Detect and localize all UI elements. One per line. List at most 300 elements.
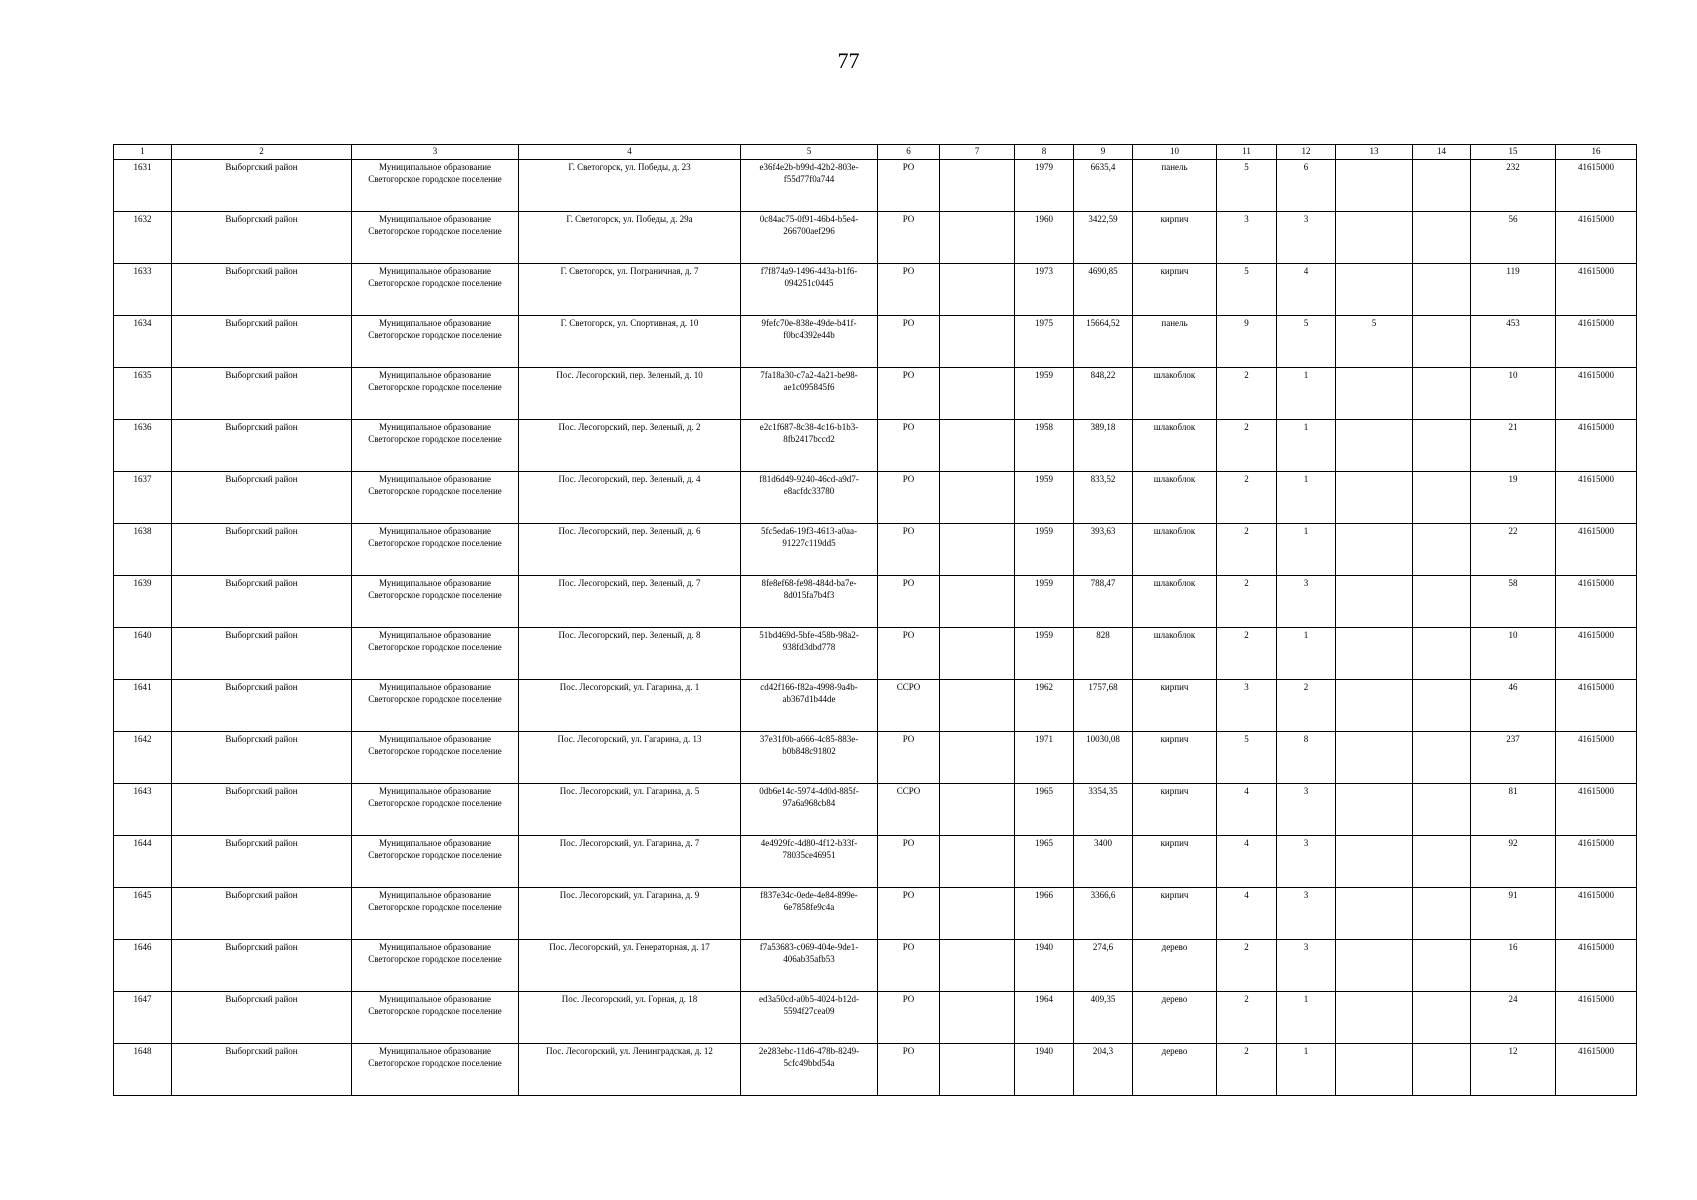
entrances-cell: 1: [1277, 1044, 1336, 1096]
municipality-cell: Муниципальное образование Светогорское городское поселение: [352, 784, 519, 836]
column-13-cell: [1336, 524, 1413, 576]
table-row: [114, 836, 1637, 888]
total-area-cell: 204,3: [1074, 1044, 1133, 1096]
entrances-cell: 3: [1277, 784, 1336, 836]
table-row: [114, 524, 1637, 576]
total-area-cell: 274,6: [1074, 940, 1133, 992]
column-14-cell: [1413, 264, 1471, 316]
house-guid-cell: ed3a50cd-a0b5-4024-b12d-5594f27cea09: [741, 992, 878, 1044]
wall-material-cell: панель: [1133, 160, 1217, 212]
column-14-cell: [1413, 680, 1471, 732]
entrances-cell: 3: [1277, 940, 1336, 992]
entrances-cell: 6: [1277, 160, 1336, 212]
district-cell: Выборгский район: [172, 888, 352, 940]
oktmo-code-cell: 41615000: [1556, 212, 1637, 264]
column-header: 16: [1556, 145, 1637, 160]
municipality-cell: Муниципальное образование Светогорское городское поселение: [352, 992, 519, 1044]
district-cell: Выборгский район: [172, 576, 352, 628]
row-number-cell: 1640: [114, 628, 172, 680]
address-cell: Пос. Лесогорский, ул. Генераторная, д. 17: [519, 940, 741, 992]
row-number-cell: 1644: [114, 836, 172, 888]
house-guid-cell: 2e283ebc-11d6-478b-8249-5cfc49bbd54a: [741, 1044, 878, 1096]
address-cell: Пос. Лесогорский, ул. Гагарина, д. 1: [519, 680, 741, 732]
program-type-cell: ССРО: [878, 784, 940, 836]
column-13-cell: [1336, 212, 1413, 264]
column-header: 12: [1277, 145, 1336, 160]
column-13-cell: 5: [1336, 316, 1413, 368]
house-guid-cell: 5fc5eda6-19f3-4613-a0aa-91227c119dd5: [741, 524, 878, 576]
column-header: 7: [940, 145, 1015, 160]
commissioning-year-cell: 1959: [1015, 472, 1074, 524]
column-14-cell: [1413, 784, 1471, 836]
row-number-cell: 1641: [114, 680, 172, 732]
column-13-cell: [1336, 628, 1413, 680]
residents-cell: 16: [1471, 940, 1556, 992]
floors-cell: 3: [1217, 212, 1277, 264]
column-7-cell: [940, 784, 1015, 836]
total-area-cell: 828: [1074, 628, 1133, 680]
column-13-cell: [1336, 940, 1413, 992]
house-guid-cell: f81d6d49-9240-46cd-a9d7-e8acfdc33780: [741, 472, 878, 524]
column-7-cell: [940, 160, 1015, 212]
house-guid-cell: f837e34c-0ede-4e84-899e-6e7858fe9c4a: [741, 888, 878, 940]
wall-material-cell: дерево: [1133, 992, 1217, 1044]
column-14-cell: [1413, 524, 1471, 576]
column-7-cell: [940, 316, 1015, 368]
program-type-cell: РО: [878, 368, 940, 420]
commissioning-year-cell: 1962: [1015, 680, 1074, 732]
table-row: [114, 472, 1637, 524]
row-number-cell: 1633: [114, 264, 172, 316]
table-row: [114, 992, 1637, 1044]
oktmo-code-cell: 41615000: [1556, 368, 1637, 420]
municipality-cell: Муниципальное образование Светогорское городское поселение: [352, 836, 519, 888]
residents-cell: 58: [1471, 576, 1556, 628]
column-14-cell: [1413, 212, 1471, 264]
district-cell: Выборгский район: [172, 836, 352, 888]
district-cell: Выборгский район: [172, 316, 352, 368]
address-cell: Пос. Лесогорский, ул. Гагарина, д. 13: [519, 732, 741, 784]
column-13-cell: [1336, 732, 1413, 784]
wall-material-cell: панель: [1133, 316, 1217, 368]
oktmo-code-cell: 41615000: [1556, 160, 1637, 212]
wall-material-cell: шлакоблок: [1133, 524, 1217, 576]
oktmo-code-cell: 41615000: [1556, 888, 1637, 940]
commissioning-year-cell: 1973: [1015, 264, 1074, 316]
housing-registry-table: [113, 144, 1637, 1096]
floors-cell: 2: [1217, 524, 1277, 576]
address-cell: Пос. Лесогорский, пер. Зеленый, д. 6: [519, 524, 741, 576]
oktmo-code-cell: 41615000: [1556, 784, 1637, 836]
program-type-cell: РО: [878, 524, 940, 576]
total-area-cell: 6635,4: [1074, 160, 1133, 212]
floors-cell: 4: [1217, 836, 1277, 888]
program-type-cell: РО: [878, 212, 940, 264]
floors-cell: 2: [1217, 992, 1277, 1044]
program-type-cell: РО: [878, 472, 940, 524]
column-header: 9: [1074, 145, 1133, 160]
total-area-cell: 10030,08: [1074, 732, 1133, 784]
address-cell: Пос. Лесогорский, пер. Зеленый, д. 7: [519, 576, 741, 628]
municipality-cell: Муниципальное образование Светогорское городское поселение: [352, 316, 519, 368]
residents-cell: 232: [1471, 160, 1556, 212]
municipality-cell: Муниципальное образование Светогорское городское поселение: [352, 420, 519, 472]
floors-cell: 2: [1217, 628, 1277, 680]
district-cell: Выборгский район: [172, 212, 352, 264]
program-type-cell: ССРО: [878, 680, 940, 732]
total-area-cell: 3366,6: [1074, 888, 1133, 940]
oktmo-code-cell: 41615000: [1556, 472, 1637, 524]
column-13-cell: [1336, 264, 1413, 316]
table-row: [114, 576, 1637, 628]
wall-material-cell: кирпич: [1133, 836, 1217, 888]
residents-cell: 12: [1471, 1044, 1556, 1096]
column-header: 5: [741, 145, 878, 160]
column-header: 15: [1471, 145, 1556, 160]
floors-cell: 2: [1217, 420, 1277, 472]
oktmo-code-cell: 41615000: [1556, 628, 1637, 680]
oktmo-code-cell: 41615000: [1556, 316, 1637, 368]
total-area-cell: 15664,52: [1074, 316, 1133, 368]
column-14-cell: [1413, 316, 1471, 368]
column-14-cell: [1413, 1044, 1471, 1096]
total-area-cell: 788,47: [1074, 576, 1133, 628]
column-header: 14: [1413, 145, 1471, 160]
column-7-cell: [940, 732, 1015, 784]
floors-cell: 5: [1217, 160, 1277, 212]
column-14-cell: [1413, 940, 1471, 992]
column-14-cell: [1413, 576, 1471, 628]
column-7-cell: [940, 680, 1015, 732]
table-row: [114, 1044, 1637, 1096]
total-area-cell: 848,22: [1074, 368, 1133, 420]
address-cell: Г. Светогорск, ул. Победы, д. 23: [519, 160, 741, 212]
oktmo-code-cell: 41615000: [1556, 836, 1637, 888]
address-cell: Пос. Лесогорский, пер. Зеленый, д. 10: [519, 368, 741, 420]
entrances-cell: 1: [1277, 368, 1336, 420]
column-13-cell: [1336, 576, 1413, 628]
commissioning-year-cell: 1971: [1015, 732, 1074, 784]
column-13-cell: [1336, 836, 1413, 888]
district-cell: Выборгский район: [172, 680, 352, 732]
column-7-cell: [940, 628, 1015, 680]
column-14-cell: [1413, 888, 1471, 940]
wall-material-cell: шлакоблок: [1133, 420, 1217, 472]
column-14-cell: [1413, 160, 1471, 212]
program-type-cell: РО: [878, 940, 940, 992]
commissioning-year-cell: 1964: [1015, 992, 1074, 1044]
municipality-cell: Муниципальное образование Светогорское городское поселение: [352, 472, 519, 524]
column-14-cell: [1413, 628, 1471, 680]
residents-cell: 92: [1471, 836, 1556, 888]
address-cell: Пос. Лесогорский, ул. Горная, д. 18: [519, 992, 741, 1044]
oktmo-code-cell: 41615000: [1556, 680, 1637, 732]
municipality-cell: Муниципальное образование Светогорское городское поселение: [352, 888, 519, 940]
table-row: [114, 888, 1637, 940]
column-14-cell: [1413, 836, 1471, 888]
total-area-cell: 3422,59: [1074, 212, 1133, 264]
column-13-cell: [1336, 472, 1413, 524]
residents-cell: 24: [1471, 992, 1556, 1044]
house-guid-cell: f7a53683-c069-404e-9de1-406ab35afb53: [741, 940, 878, 992]
wall-material-cell: кирпич: [1133, 212, 1217, 264]
floors-cell: 2: [1217, 576, 1277, 628]
column-header: 4: [519, 145, 741, 160]
column-7-cell: [940, 524, 1015, 576]
table-body: [114, 160, 1637, 1096]
oktmo-code-cell: 41615000: [1556, 940, 1637, 992]
row-number-cell: 1637: [114, 472, 172, 524]
table-row: [114, 160, 1637, 212]
program-type-cell: РО: [878, 316, 940, 368]
address-cell: Г. Светогорск, ул. Спортивная, д. 10: [519, 316, 741, 368]
house-guid-cell: f7f874a9-1496-443a-b1f6-094251c0445: [741, 264, 878, 316]
oktmo-code-cell: 41615000: [1556, 992, 1637, 1044]
entrances-cell: 8: [1277, 732, 1336, 784]
wall-material-cell: кирпич: [1133, 888, 1217, 940]
house-guid-cell: 8fe8ef68-fe98-484d-ba7e-8d015fa7b4f3: [741, 576, 878, 628]
total-area-cell: 1757,68: [1074, 680, 1133, 732]
commissioning-year-cell: 1959: [1015, 628, 1074, 680]
house-guid-cell: 37e31f0b-a666-4c85-883e-b0b848c91802: [741, 732, 878, 784]
entrances-cell: 3: [1277, 212, 1336, 264]
column-7-cell: [940, 264, 1015, 316]
total-area-cell: 3354,35: [1074, 784, 1133, 836]
commissioning-year-cell: 1940: [1015, 940, 1074, 992]
column-7-cell: [940, 888, 1015, 940]
commissioning-year-cell: 1965: [1015, 784, 1074, 836]
address-cell: Г. Светогорск, ул. Пограничная, д. 7: [519, 264, 741, 316]
floors-cell: 5: [1217, 264, 1277, 316]
municipality-cell: Муниципальное образование Светогорское городское поселение: [352, 628, 519, 680]
wall-material-cell: дерево: [1133, 1044, 1217, 1096]
entrances-cell: 1: [1277, 992, 1336, 1044]
wall-material-cell: дерево: [1133, 940, 1217, 992]
column-7-cell: [940, 576, 1015, 628]
residents-cell: 81: [1471, 784, 1556, 836]
residents-cell: 56: [1471, 212, 1556, 264]
oktmo-code-cell: 41615000: [1556, 576, 1637, 628]
row-number-cell: 1643: [114, 784, 172, 836]
entrances-cell: 2: [1277, 680, 1336, 732]
address-cell: Г. Светогорск, ул. Победы, д. 29а: [519, 212, 741, 264]
municipality-cell: Муниципальное образование Светогорское городское поселение: [352, 940, 519, 992]
table-row: [114, 264, 1637, 316]
commissioning-year-cell: 1960: [1015, 212, 1074, 264]
column-header: 11: [1217, 145, 1277, 160]
row-number-cell: 1636: [114, 420, 172, 472]
residents-cell: 10: [1471, 368, 1556, 420]
table-row: [114, 316, 1637, 368]
program-type-cell: РО: [878, 888, 940, 940]
column-7-cell: [940, 368, 1015, 420]
program-type-cell: РО: [878, 1044, 940, 1096]
district-cell: Выборгский район: [172, 784, 352, 836]
residents-cell: 453: [1471, 316, 1556, 368]
house-guid-cell: 51bd469d-5bfe-458b-98a2-938fd3dbd778: [741, 628, 878, 680]
floors-cell: 5: [1217, 732, 1277, 784]
column-13-cell: [1336, 160, 1413, 212]
house-guid-cell: e36f4e2b-b99d-42b2-803e-f55d77f0a744: [741, 160, 878, 212]
page-number: 77: [837, 48, 860, 73]
program-type-cell: РО: [878, 628, 940, 680]
entrances-cell: 5: [1277, 316, 1336, 368]
program-type-cell: РО: [878, 732, 940, 784]
wall-material-cell: кирпич: [1133, 784, 1217, 836]
oktmo-code-cell: 41615000: [1556, 524, 1637, 576]
column-header: 3: [352, 145, 519, 160]
district-cell: Выборгский район: [172, 264, 352, 316]
district-cell: Выборгский район: [172, 368, 352, 420]
column-13-cell: [1336, 420, 1413, 472]
commissioning-year-cell: 1959: [1015, 576, 1074, 628]
house-guid-cell: 9fefc70e-838e-49de-b41f-f0bc4392e44b: [741, 316, 878, 368]
wall-material-cell: шлакоблок: [1133, 628, 1217, 680]
commissioning-year-cell: 1966: [1015, 888, 1074, 940]
house-guid-cell: 4e4929fc-4d80-4f12-b33f-78035ce46951: [741, 836, 878, 888]
floors-cell: 3: [1217, 680, 1277, 732]
column-header: 13: [1336, 145, 1413, 160]
address-cell: Пос. Лесогорский, пер. Зеленый, д. 4: [519, 472, 741, 524]
table-row: [114, 420, 1637, 472]
district-cell: Выборгский район: [172, 524, 352, 576]
row-number-cell: 1639: [114, 576, 172, 628]
address-cell: Пос. Лесогорский, ул. Гагарина, д. 9: [519, 888, 741, 940]
commissioning-year-cell: 1940: [1015, 1044, 1074, 1096]
residents-cell: 46: [1471, 680, 1556, 732]
total-area-cell: 4690,85: [1074, 264, 1133, 316]
row-number-cell: 1632: [114, 212, 172, 264]
commissioning-year-cell: 1975: [1015, 316, 1074, 368]
floors-cell: 2: [1217, 1044, 1277, 1096]
municipality-cell: Муниципальное образование Светогорское городское поселение: [352, 212, 519, 264]
row-number-cell: 1645: [114, 888, 172, 940]
program-type-cell: РО: [878, 836, 940, 888]
house-guid-cell: e2c1f687-8c38-4c16-b1b3-8fb2417bccd2: [741, 420, 878, 472]
wall-material-cell: кирпич: [1133, 680, 1217, 732]
commissioning-year-cell: 1959: [1015, 368, 1074, 420]
commissioning-year-cell: 1959: [1015, 524, 1074, 576]
column-7-cell: [940, 836, 1015, 888]
row-number-cell: 1631: [114, 160, 172, 212]
municipality-cell: Муниципальное образование Светогорское городское поселение: [352, 1044, 519, 1096]
floors-cell: 2: [1217, 940, 1277, 992]
program-type-cell: РО: [878, 264, 940, 316]
address-cell: Пос. Лесогорский, пер. Зеленый, д. 2: [519, 420, 741, 472]
wall-material-cell: кирпич: [1133, 732, 1217, 784]
house-guid-cell: cd42f166-f82a-4998-9a4b-ab367d1b44de: [741, 680, 878, 732]
municipality-cell: Муниципальное образование Светогорское городское поселение: [352, 368, 519, 420]
municipality-cell: Муниципальное образование Светогорское городское поселение: [352, 576, 519, 628]
district-cell: Выборгский район: [172, 940, 352, 992]
program-type-cell: РО: [878, 992, 940, 1044]
wall-material-cell: кирпич: [1133, 264, 1217, 316]
program-type-cell: РО: [878, 420, 940, 472]
row-number-cell: 1635: [114, 368, 172, 420]
entrances-cell: 1: [1277, 472, 1336, 524]
entrances-cell: 1: [1277, 628, 1336, 680]
commissioning-year-cell: 1958: [1015, 420, 1074, 472]
column-7-cell: [940, 212, 1015, 264]
table-row: [114, 940, 1637, 992]
row-number-cell: 1648: [114, 1044, 172, 1096]
column-7-cell: [940, 472, 1015, 524]
entrances-cell: 3: [1277, 836, 1336, 888]
oktmo-code-cell: 41615000: [1556, 264, 1637, 316]
house-guid-cell: 0c84ac75-0f91-46b4-b5e4-266700aef296: [741, 212, 878, 264]
residents-cell: 19: [1471, 472, 1556, 524]
residents-cell: 237: [1471, 732, 1556, 784]
column-header: 8: [1015, 145, 1074, 160]
house-guid-cell: 7fa18a30-c7a2-4a21-be98-ae1c095845f6: [741, 368, 878, 420]
total-area-cell: 3400: [1074, 836, 1133, 888]
residents-cell: 119: [1471, 264, 1556, 316]
district-cell: Выборгский район: [172, 628, 352, 680]
address-cell: Пос. Лесогорский, пер. Зеленый, д. 8: [519, 628, 741, 680]
column-14-cell: [1413, 368, 1471, 420]
column-13-cell: [1336, 992, 1413, 1044]
column-13-cell: [1336, 368, 1413, 420]
row-number-cell: 1647: [114, 992, 172, 1044]
address-cell: Пос. Лесогорский, ул. Гагарина, д. 5: [519, 784, 741, 836]
row-number-cell: 1638: [114, 524, 172, 576]
residents-cell: 91: [1471, 888, 1556, 940]
row-number-cell: 1642: [114, 732, 172, 784]
oktmo-code-cell: 41615000: [1556, 1044, 1637, 1096]
floors-cell: 4: [1217, 784, 1277, 836]
municipality-cell: Муниципальное образование Светогорское городское поселение: [352, 732, 519, 784]
table-row: [114, 732, 1637, 784]
column-13-cell: [1336, 680, 1413, 732]
entrances-cell: 4: [1277, 264, 1336, 316]
total-area-cell: 409,35: [1074, 992, 1133, 1044]
municipality-cell: Муниципальное образование Светогорское городское поселение: [352, 264, 519, 316]
total-area-cell: 833,52: [1074, 472, 1133, 524]
column-header: 6: [878, 145, 940, 160]
row-number-cell: 1646: [114, 940, 172, 992]
oktmo-code-cell: 41615000: [1556, 732, 1637, 784]
entrances-cell: 1: [1277, 524, 1336, 576]
municipality-cell: Муниципальное образование Светогорское городское поселение: [352, 160, 519, 212]
column-7-cell: [940, 420, 1015, 472]
program-type-cell: РО: [878, 160, 940, 212]
floors-cell: 4: [1217, 888, 1277, 940]
address-cell: Пос. Лесогорский, ул. Гагарина, д. 7: [519, 836, 741, 888]
district-cell: Выборгский район: [172, 732, 352, 784]
column-14-cell: [1413, 992, 1471, 1044]
municipality-cell: Муниципальное образование Светогорское городское поселение: [352, 680, 519, 732]
address-cell: Пос. Лесогорский, ул. Ленинградская, д. 12: [519, 1044, 741, 1096]
wall-material-cell: шлакоблок: [1133, 368, 1217, 420]
floors-cell: 2: [1217, 368, 1277, 420]
table-row: [114, 368, 1637, 420]
table-row: [114, 784, 1637, 836]
column-14-cell: [1413, 732, 1471, 784]
column-7-cell: [940, 940, 1015, 992]
column-13-cell: [1336, 1044, 1413, 1096]
district-cell: Выборгский район: [172, 1044, 352, 1096]
residents-cell: 21: [1471, 420, 1556, 472]
total-area-cell: 389,18: [1074, 420, 1133, 472]
commissioning-year-cell: 1979: [1015, 160, 1074, 212]
district-cell: Выборгский район: [172, 420, 352, 472]
table-row: [114, 628, 1637, 680]
column-7-cell: [940, 992, 1015, 1044]
column-7-cell: [940, 1044, 1015, 1096]
column-header: 1: [114, 145, 172, 160]
column-header: 10: [1133, 145, 1217, 160]
total-area-cell: 393,63: [1074, 524, 1133, 576]
